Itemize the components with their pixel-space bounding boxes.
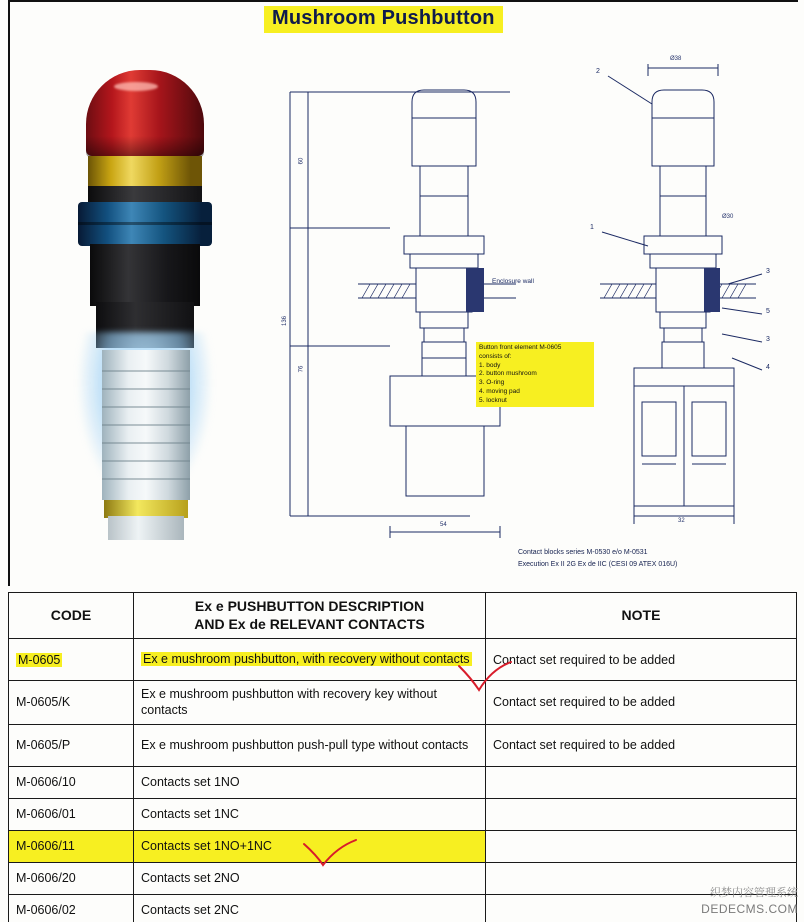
table-cell-code: M-0606/10 — [9, 766, 134, 798]
front-element-note-item: 4. moving pad — [479, 387, 520, 395]
code-highlighted: M-0605 — [18, 652, 61, 667]
front-element-note-item: 2. button mushroom — [479, 370, 537, 378]
table-row — [9, 766, 797, 798]
table-cell-note — [486, 830, 797, 862]
technical-drawing — [270, 46, 790, 586]
photo-black-body — [90, 244, 200, 306]
page-border-top — [8, 0, 798, 2]
table-row — [9, 724, 797, 766]
photo-gold-ring — [88, 156, 202, 188]
table-header-code: CODE — [9, 593, 134, 639]
contact-blocks-note: Contact blocks series M-0530 e/o M-0531 — [518, 549, 648, 556]
table-cell-code: M-0606/20 — [9, 862, 134, 894]
photo-foot — [108, 516, 184, 540]
page-title — [264, 6, 503, 33]
dim-body-width: 54 — [440, 522, 447, 528]
callout-5: 5 — [766, 308, 770, 315]
table-header-description — [134, 593, 486, 639]
callout-4: 4 — [766, 364, 770, 371]
table-cell-description: Contacts set 1NC — [134, 798, 486, 830]
dim-overall-height: 136 — [282, 315, 289, 327]
callout-2: 2 — [596, 68, 600, 75]
table-cell-note: Contact set required to be added — [486, 639, 797, 681]
table-cell-code — [9, 639, 134, 681]
table-cell-note: Contact set required to be added — [486, 681, 797, 725]
table-cell-code: M-0606/11 — [9, 830, 134, 862]
enclosure-wall-label: Enclosure wall — [492, 278, 534, 285]
callout-3-upper: 3 — [766, 268, 770, 275]
front-element-note-subheading: consists of: — [479, 352, 512, 360]
table-cell-code: M-0606/02 — [9, 894, 134, 922]
dim-contact-block-width: 32 — [678, 518, 685, 524]
watermark-line2: DEDECMS.COM — [701, 902, 798, 916]
callout-1: 1 — [590, 224, 594, 231]
table-row — [9, 862, 797, 894]
table-cell-description: Contacts set 1NO+1NC — [134, 830, 486, 862]
photo-body-rib — [102, 460, 190, 462]
table-header-description-line2: AND Ex de RELEVANT CONTACTS — [194, 615, 425, 632]
table-cell-code: M-0606/01 — [9, 798, 134, 830]
photo-body-rib — [102, 442, 190, 444]
table-cell-description: Contacts set 2NO — [134, 862, 486, 894]
photo-cap-shadow — [86, 136, 204, 158]
photo-body-rib — [102, 388, 190, 390]
dim-thread-diameter: Ø30 — [722, 214, 734, 220]
table-header-note: NOTE — [486, 593, 797, 639]
watermark-line1: 织梦内容管理系统 — [710, 887, 798, 899]
table-cell-note: Contact set required to be added — [486, 724, 797, 766]
dim-lower-height: 76 — [298, 365, 305, 373]
front-element-note-item: 1. body — [479, 361, 501, 369]
photo-body-rib — [102, 478, 190, 480]
page-border-left — [8, 0, 10, 586]
product-photo — [56, 70, 246, 540]
table-row — [9, 798, 797, 830]
table-row — [9, 639, 797, 681]
front-element-note — [476, 342, 594, 407]
description-highlighted: Ex e mushroom pushbutton, with recovery without contacts — [143, 652, 470, 667]
drawing-svg — [270, 46, 790, 586]
table-row — [9, 681, 797, 725]
table-header-description-line1: Ex e PUSHBUTTON DESCRIPTION — [194, 598, 425, 615]
table-cell-note — [486, 766, 797, 798]
photo-blue-collar-groove — [78, 222, 212, 225]
table-cell-description: Ex e mushroom pushbutton with recovery key without contacts — [134, 681, 486, 725]
dim-cap-diameter: Ø38 — [670, 56, 682, 62]
callout-3-lower: 3 — [766, 336, 770, 343]
front-element-note-item: 3. O-ring — [479, 379, 505, 387]
photo-body-rib — [102, 370, 190, 372]
table-row — [9, 894, 797, 922]
table-cell-note — [486, 798, 797, 830]
table-cell-description — [134, 639, 486, 681]
table-cell-description: Ex e mushroom pushbutton push-pull type without contacts — [134, 724, 486, 766]
photo-body-rib — [102, 406, 190, 408]
photo-body-rib — [102, 424, 190, 426]
table-cell-code: M-0605/K — [9, 681, 134, 725]
front-element-note-heading: Button front element M-0605 — [479, 344, 562, 351]
page-title-text: Mushroom Pushbutton — [272, 7, 495, 29]
front-element-note-item: 5. locknut — [479, 396, 507, 404]
product-code-table — [8, 592, 797, 922]
table-cell-code: M-0605/P — [9, 724, 134, 766]
table-cell-description: Contacts set 2NC — [134, 894, 486, 922]
table-cell-description: Contacts set 1NO — [134, 766, 486, 798]
execution-note: Execution Ex II 2G Ex de IIC (CESI 09 ATEX 016U) — [518, 561, 678, 568]
photo-cap-highlight — [114, 82, 158, 91]
table-row — [9, 830, 797, 862]
dim-upper-height: 60 — [298, 157, 305, 165]
table-header-row — [9, 593, 797, 639]
